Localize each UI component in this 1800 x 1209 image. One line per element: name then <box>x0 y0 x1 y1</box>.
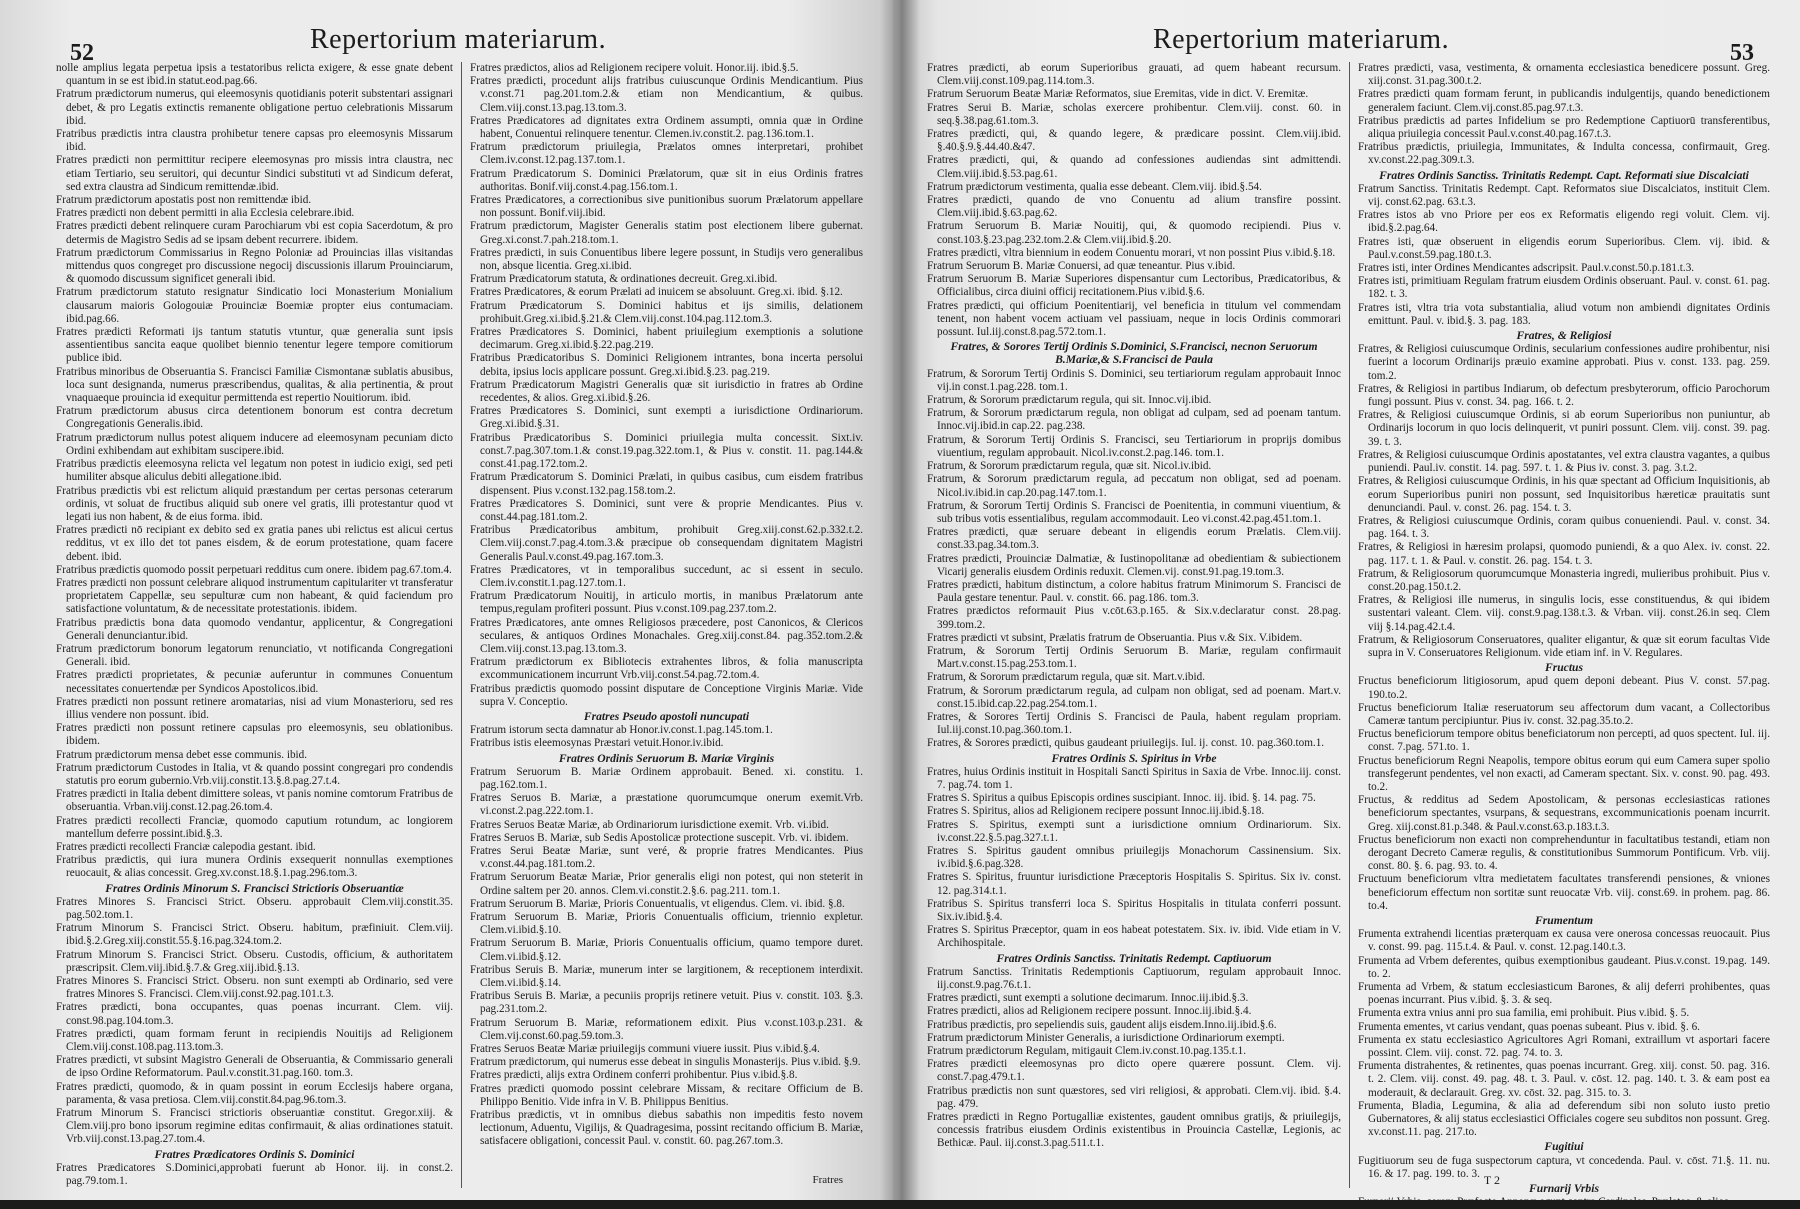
index-entry: Fratres, & Religiosi in partibus Indiarum, ob defectum presbyterorum, officio Parochorum fungi possunt. Pius v. const. 34. pag. 166. t. 2. <box>1358 382 1770 409</box>
index-entry: Fratres isti, primitiuam Regulam fratrum eiusdem Ordinis obseruant. Paul. v. const. 61. pag. 182. t. 3. <box>1358 275 1770 301</box>
index-entry: Fratrum, & Sororum Tertij Ordinis S. Francisci, seu Tertiariorum in proprijs domibus viuentium, regulam approbauit. Nicol.iv.const.2.pag.146. tom.1. <box>927 433 1341 459</box>
index-entry: Fratrum Prædicatorum S. Dominici habitus et ijs similis, delationem prohibuit.Greg.xi.ibid.§.21.& Clem.viij.const.104.pag.112.tom.3. <box>470 299 863 325</box>
index-entry: Fratrum Prædicatorum statuta, & ordinationes decreuit. Greg.xi.ibid. <box>470 273 778 286</box>
index-entry: Fructuum beneficiorum vltra medietatem facultates transferendi pensiones, & vniones beneficiorum effectum non sortitæ sunt reuocatæ Vrb. viij. const.69. in prohem. pag. 86. to.4. <box>1358 873 1770 912</box>
index-entry: Fratrum Minorum S. Francisci strictioris obseruantiæ constitut. Gregor.xiij. & Clem.viij.pro bono ipsorum regimine editas confirmauit, & alias ordinationes statuit. Vrb.viij.const.13.pag.27.tom.4. <box>56 1107 453 1146</box>
index-entry: Fructus beneficiorum litigiosorum, apud quem deponi debeant. Pius V. const. 57.pag. 190.to.2. <box>1358 675 1770 701</box>
index-entry: Fratribus prædictis intra claustra prohibetur tenere capsas pro eleemosynis Missarum ibid. <box>56 128 453 154</box>
index-entry: Fratrum Prædicatorum S. Dominici Prælati, in quibus casibus, cum eisdem fratribus dispensent. Pius v.const.132.pag.158.tom.2. <box>470 471 863 497</box>
index-entry: Fratrum Seruorum B. Mariæ, Prioris Conuentualis officium, quamo tempore duret. Clem.vi.ibid.§.12. <box>470 937 863 963</box>
index-entry: Fratribus prædictis, priuilegia, Immunitates, & Indulta concessa, confirmauit, Greg. xv.const.22.pag.309.t.3. <box>1358 141 1770 167</box>
index-entry: Fratrum Minorum S. Francisci Strict. Obseru. habitum, præfiniuit. Clem.viij. ibid.§.2.Greg.xiij.constit.55.§.16.pag.324.tom.2. <box>56 922 453 948</box>
index-entry: Frumenta, Bladia, Legumina, & alia ad deferendum sibi non soluto iusto pretio Gubernatores, & alij status ecclesiastici Officiales cogere seu subditos non possunt. Greg. xv.const.11. pag. 217.to. <box>1358 1099 1770 1139</box>
left-page <box>0 0 893 1200</box>
index-entry: Fratribus prædictis ad partes Infidelium se pro Redemptione Captiuorū transferentibus, aliqua priuilegia concessit Paul.v.const.40.pag.167.t.3. <box>1358 114 1770 141</box>
index-entry: Fratres prædicti, alios ad Religionem recipere possunt. Innoc.iij.ibid.§.4. <box>927 1005 1252 1018</box>
index-entry: Frumenta ex statu ecclesiastico Agricultores Agri Romani, extraillum vt asportari facere possint. Clem. viij. const. 72. pag. 74. to. 3. <box>1358 1033 1770 1060</box>
index-entry: Fratrum prædictorum Commissarius in Regno Poloniæ ad Prouincias illas visitandas mittendus quos congreget pro discussione negocij discussionis illarum Prouinciarum, & quomodo discussum significet generali ibid. <box>56 246 453 286</box>
index-entry: Fratres Prædicatores S. Dominici, sunt exempti a iurisdictione Ordinariorum. Greg.xi.ibid.§.31. <box>470 405 863 431</box>
index-entry: Fratribus prædictis, qui iura munera Ordinis exsequerit nonnullas exemptiones reuocauit, & alias concessit. Greg.xv.const.18.§.1.pag.296.tom.3. <box>56 854 453 880</box>
index-entry: Fratres Minores S. Francisci Strict. Obseru. non sunt exempti ab Ordinario, sed vere fratres Minores S. Francisci. Clem.viij.const.92.pag.101.t.3. <box>56 975 453 1001</box>
index-entry: Fratrum Prædicatorum Nouitij, in articulo mortis, in manibus Prælatorum ante tempus,regulam profiteri possunt. Pius v.const.109.pag.237.tom.2. <box>470 590 863 616</box>
index-entry: Fratres Seruos Beatæ Mariæ priuilegijs communi viuere iussit. Pius v.ibid.§.4. <box>470 1043 820 1056</box>
section-heading: Frumentum <box>1535 914 1593 927</box>
index-entry: Fratribus prædictis quomodo possit perpetuari redditus cum onere. ibidem pag.67.tom.4. <box>56 563 452 576</box>
section-heading: Fratres Prædicatores Ordinis S. Dominici <box>154 1147 355 1161</box>
index-entry: Fratres, & Sorores prædicti, quibus gaudeant priuilegijs. Iul. ij. const. 10. pag.360.tom.1. <box>927 737 1325 750</box>
index-column-left <box>56 62 461 1188</box>
index-entry: Fratres prædicti, procedunt alijs fratribus cuiuscunque Ordinis Mendicantium. Pius v.const.71 pag.201.tom.2.& etiam non Mendicantium, & quibus. Clem.viij.const.13.pag.13.tom.3. <box>470 75 863 114</box>
index-entry: Fratrum Seruorum Beatæ Mariæ, Prior generalis eligi non potest, qui non steterit in Ordine saltem per 20. annos. Clem.vi.constit.2.§.6. pag.211. tom.1. <box>470 871 863 897</box>
index-entry: Fratres isti, quæ obseruent in eligendis eorum Superioribus. Clem. vij. ibid. & Paul.v.const.59.pag.180.t.3. <box>1358 235 1770 261</box>
index-entry: Fratribus prædictis, pro sepeliendis suis, gaudent alijs eisdem.Inno.iij.ibid.§.6. <box>927 1018 1277 1031</box>
index-entry: Fratres prædicti Reformati ijs tantum statutis vtuntur, quæ generalia sunt ipsis assentientibus sancita eaque quolibet biennio tenentur legere tempore comitiorum publice ibid. <box>56 326 453 365</box>
index-entry: Fratres prædicti, quam formam ferunt in recipiendis Nouitijs ad Religionem Clem.viij.const.108.pag.113.tom.3. <box>56 1027 453 1054</box>
index-entry: Frumenta extrahendi licentias præterquam ex causa vere onerosa concessas reuocauit. Pius v. const. 99. pag. 115.t.4. & Paul. v. const. 12.pag.140.t.3. <box>1358 928 1770 954</box>
index-entry: Fratres Minores S. Francisci Strict. Obseru. approbauit Clem.viij.constit.35. pag.502.tom.1. <box>56 895 453 921</box>
index-entry: Fratres prædicti, vt subsint Magistro Generali de Obseruantia, & Commissario generali de ipso Ordine Reformatorum. Paul.v.constit.31.pag.160. tom.3. <box>56 1054 453 1080</box>
index-entry: Fratribus Seruis B. Mariæ, a pecuniis proprijs retinere vetuit. Pius v. constit. 103. §.3. pag.231.tom.2. <box>470 990 863 1016</box>
index-entry: Fratrum, & Sororum Tertij Ordinis S. Francisci de Poenitentia, in communi viuentium, & sub tribus votis essentialibus, regulam accommodauit. Leo vi.const.42.pag.451.tom.1. <box>927 499 1341 525</box>
index-entry: Fratribus prædictis eleemosyna relicta vel legatum non potest in iudicio exigi, sed peti humiliter absque aliculus debiti allegatione.ibid. <box>56 458 453 484</box>
index-entry: Fratres Prædicatores ad dignitates extra Ordinem assumpti, omnia quæ in Ordine habent, Conuentui relinquere tenentur. Clemen.iv.constit.2. pag.136.tom.1. <box>470 114 863 141</box>
section-heading: Fratres Ordinis S. Spiritus in Vrbe <box>1051 751 1217 765</box>
index-entry: Fructus beneficiorum Italiæ reseruatorum seu affectorum dum vacant, a Collectoribus Cameræ tantum percipiuntur. Pius iv. const. 32.pag.35.to.2. <box>1358 701 1770 727</box>
index-entry: Fratres prædicti non possunt celebrare aliquod instrumentum capitulariter vt transferatur proprietatem Cappellæ, seu sepulturæ cum non habeant, & quid faciendum pro satisfactione voluntatum, & de necessitate protestationis. ibidem. <box>56 576 453 616</box>
index-entry: Fratres prædicti recollecti Franciæ calepodia gestant. ibid. <box>56 840 316 853</box>
index-entry: Fratres prædicti, quando de vno Conuentu ad alium transfire possint. Clem.viij.ibid.§.63.pag.62. <box>927 194 1341 220</box>
index-entry: Fructus beneficiorum Regni Neapolis, tempore obitus eorum qui eum Camera super spolio transfegerunt pendentes, vel non exacti, ad Cameram spectant. Six. v. const. 90. pag. 493. to.2. <box>1358 754 1770 793</box>
index-entry: Fratres S. Spiritus a quibus Episcopis ordines suscipiant. Innoc. iij. ibid. §. 14. pag. 75. <box>927 792 1316 805</box>
index-entry: Fratres prædicti, qui, & quando ad confessiones audiendas sint admittendi. Clem.viij.ibid.§.53.pag.61. <box>927 154 1341 180</box>
index-entry: Fratres S. Spiritus, fruuntur iurisdictione Præceptoris Hospitalis S. Spiritus. Six iv. const. 12. pag.314.t.1. <box>927 871 1341 897</box>
index-entry: Fratrum, & Sororum prædictarum regula, quæ sit. Mart.v.ibid. <box>927 671 1205 684</box>
index-entry: Fratribus Seruis B. Mariæ, munerum inter se largitionem, & receptionem interdixit. Clem.vi.ibid.§.14. <box>470 963 863 990</box>
catchword: Fratres <box>812 1174 843 1186</box>
index-entry: Fratres prædicti, in suis Conuentibus libere legere possunt, in Studijs vero generalibus non, absque licentia. Greg.xi.ibid. <box>470 246 863 273</box>
index-entry: Fratrum, & Religiosorum Conseruatores, qualiter eligantur, & quæ sit eorum facultas Vide supra in V. Conseruatores Religionum. vide etiam inf. in V. Regulares. <box>1358 633 1770 659</box>
index-entry: Frumenta distrahentes, & retinentes, quas poenas incurrant. Greg. xiij. const. 50. pag. 316. t. 2. Clem. viij. const. 49. pag. 48. t. 3. Paul. v. cōst. 12. pag. 140. t. 3. & eam post ea moderauit, & declarauit. Greg. xv. cōst. 32. pag. 315. to. 3. <box>1358 1060 1770 1099</box>
index-entry: Fratrum, & Sororum prædictarum regula, quæ sit. Nicol.iv.ibid. <box>927 460 1212 473</box>
index-entry: Fratres prædictos reformauit Pius v.cōt.63.p.165. & Six.v.declaratur const. 28.pag. 399.tom.2. <box>927 605 1341 631</box>
index-entry: Fratrum Seruorum Beatæ Mariæ Reformatos, siue Eremitas, vide in dict. V. Eremitæ. <box>927 88 1309 101</box>
index-entry: Fratres Seruos B. Mariæ, a præstatione quorumcumque onerum exemit.Vrb. vi.const.2.pag.222.tom.1. <box>470 792 863 818</box>
running-head: Repertorium materiarum. <box>310 24 607 55</box>
index-entry: Fructus beneficiorum non exacti non comprehenduntur in facultatibus testandi, etiam non derogant Decreto Cameræ regulis, & constitutionibus Summorum Pontificum. Vrb. viij. const. 80. §. 6. pag. 93. to. 4. <box>1358 833 1770 873</box>
index-entry: Fratrum Seruorum B. Mariæ Superiores dispensantur cum Lectoribus, Prædicatoribus, & Officialibus, circa diuini officij recitationem.Pius v.ibid.§.6. <box>927 273 1341 299</box>
index-entry: Fratres S. Spiritus Præceptor, quam in eos habeat potestatem. Six. iv. ibid. Vide etiam in V. Archihospitale. <box>927 924 1341 950</box>
section-heading: Fratres, & Sorores Tertij Ordinis S.Dominici, S.Francisci, necnon Seruorum B.Mariæ,& S.Francisci de Paula <box>950 340 1318 367</box>
index-entry: Fratres Serui Beatæ Mariæ, sunt veré, & proprie fratres Mendicantes. Pius v.const.44.pag.181.tom.2. <box>470 844 863 871</box>
section-heading: Furnarij Vrbis <box>1529 1182 1599 1196</box>
index-entry: Fratres, & Religiosi cuiuscumque Ordinis, coram quibus conueniendi. Paul. v. const. 34. pag. 164. t. 3. <box>1358 514 1770 541</box>
index-entry: Fratres prædicti, sunt exempti a solutione decimarum. Innoc.iij.ibid.§.3. <box>927 992 1249 1005</box>
index-entry: Fratrum, & Sororum prædictarum regula, ad peccatum non obligat, sed ad poenam. Nicol.iv.ibid.in cap.20.pag.147.tom.1. <box>927 473 1341 499</box>
index-entry: Frumenta ad Vrbem, & statum ecclesiasticum Barones, & alij deferri prohibentes, quas poenas incurrant. Pius v.ibid. §. 3. & seq. <box>1358 981 1770 1007</box>
index-entry: Fratrum prædictorum Minister Generalis, a iurisdictione Ordinariorum exempti. <box>927 1031 1285 1044</box>
index-entry: Fratribus Prædicatoribus S. Dominici Religionem intrantes, bona incerta persolui debita, ipsius locis applicare possunt. Greg.xi.ibid.§.23. pag.219. <box>470 352 863 378</box>
index-entry: Fratres istos ab vno Priore per eos ex Reformatis eligendo regi voluit. Clem. vij. ibid.§.2.pag.64. <box>1358 209 1770 235</box>
index-entry: Fratres prædicti non permittitur recipere eleemosynas pro missis intra claustra, nec etiam Tertiario, seu seruitori, qui decuntur Sindici substituti vt ad Sindicum deferat, sed extra claustra ad Sindicum remittendæ.ibid. <box>56 154 453 193</box>
index-entry: Fratribus S. Spiritus transferri loca S. Spiritus Hospitalis in titulata conferri possunt. Six.iv.ibid.§.4. <box>927 897 1341 923</box>
index-entry: Fratres, & Religiosi cuiuscumque Ordinis apostatantes, vel extra claustra vagantes, a quibus puniendi. Paul.iv. constit. 14. pag. 597. t. 1. & Pius iv. const. 3. pag. 3.t.2. <box>1358 448 1770 475</box>
index-entry: Fructus, & redditus ad Sedem Apostolicam, & personas ecclesiasticas rationes beneficiorum spectantes, vsurpans, & sequestrans, excommunicationis poenam incurrit. Greg. xiij.const.81.p.348. & Paul.v.const.63.p.183.t.3. <box>1358 794 1770 833</box>
index-entry: Fratribus minoribus de Obseruantia S. Francisci Familiæ Cismontanæ sublatis abusibus, loca sunt designanda, numerus præscribendus, qualitas, & alia pertinentia, & prout vnaquaeque prouincia id exequitur permittenda est repertio Nouitiorum. ibid. <box>56 365 453 405</box>
index-entry: Fratres Prædicatores S. Dominici, habent priuilegium exemptionis a solutione decimarum. Greg.xi.ibid.§.22.pag.219. <box>470 326 863 352</box>
index-entry: Fratrum prædictorum, qui numerus esse debeat in singulis Monasterijs. Pius v.ibid. §.9. <box>470 1056 861 1069</box>
index-entry: Fratrum prædictorum mensa debet esse communis. ibid. <box>56 748 308 761</box>
index-entry: Fratres prædicti, quæ seruare debeant in eligendis eorum Prælatis. Clem.viij. const.33.pag.34.tom.3. <box>927 526 1341 552</box>
index-entry: Frumenta ad Vrbem deferentes, quibus exemptionibus gaudeant. Pius.v.const. 19.pag. 149. to. 2. <box>1358 954 1770 980</box>
index-entry: Fratres prædicti recollecti Franciæ, quomodo caputium rotundum, ac longiorem mantellum deferre possint.ibid.§.3. <box>56 814 453 840</box>
index-entry: Fratrum Seruorum B. Mariæ, reformationem edixit. Pius v.const.103.p.231. & Clem.vij.const.60.pag.59.tom.3. <box>470 1016 863 1042</box>
index-entry: Fratres prædicti in Italia debent dimittere soleas, vt panis nomine comtorum Fratribus de obseruantia. Vrban.viij.const.12.pag.26.tom.4. <box>56 788 453 814</box>
index-entry: Fratres prædicti non debent permitti in alia Ecclesia celebrare.ibid. <box>56 207 355 220</box>
index-entry: Frumenta extra vnius anni pro sua familia, emi prohibuit. Pius v.ibid. §. 5. <box>1358 1007 1690 1020</box>
index-entry: Fratres prædicti vt subsint, Prælatis fratrum de Obseruantia. Pius v.& Six. V.ibidem. <box>927 631 1303 644</box>
section-heading: Fratres Ordinis Sanctiss. Trinitatis Redempt. Captiuorum <box>996 951 1272 965</box>
index-entry: Fratribus Prædicatoribus S. Dominici priuilegia multa concessit. Sixt.iv. const.7.pag.307.tom.1.& const.19.pag.322.tom.1, & Pius v. constit. 11. pag.144.& const.41.pag.172.tom.2. <box>470 431 863 471</box>
index-entry: Fratres, & Religiosi cuiuscumque Ordinis, secularium confessiones audire prohibentur, nisi fuerint a locorum Ordinarijs præuio examine approbati. Pius v. const. 133. pag. 259. tom.2. <box>1358 343 1770 382</box>
index-entry: Fratrum Sanctiss. Trinitatis Redemptionis Captiuorum, regulam approbauit Innoc. iij.const.9.pag.76.t.1. <box>927 965 1341 992</box>
index-entry: Fratrum prædictorum Custodes in Italia, vt & quando possint congregari pro condendis statutis pro eorum gubernio.Vrb.viij.constit.13.§.8.pag.27.t.4. <box>56 761 453 787</box>
index-entry: Furnarij Vrbis, coram Præfecto Annonæ agunt contra Cardinales, Prælatos, & alios <box>1358 1196 1729 1209</box>
index-entry: Fratres, & Sorores Tertij Ordinis S. Francisci de Paula, habent regulam propriam. Iul.iij.const.10.pag.360.tom.1. <box>927 710 1341 737</box>
index-entry: Fratribus istis eleemosynas Præstari vetuit.Honor.iv.ibid. <box>470 737 724 750</box>
index-entry: Fratres Prædicatores, a correctionibus sive punitionibus suorum Prælatorum appellare non possunt. Bonif.viij.ibid. <box>470 194 863 220</box>
index-column-left <box>927 62 1349 1188</box>
index-entry: Fratribus Prædicatoribus ambitum, prohibuit Greg.xiij.const.62.p.332.t.2. Clem.viij.const.7.pag.4.tom.3.& præcipue ob consequendam dignitatem Magistri Generalis Paul.v.const.49.pag.167.tom.3. <box>470 524 863 563</box>
index-entry: Fratres Prædicatores S. Dominici, sunt vere & proprie Mendicantes. Pius v. const.44.pag.181.tom.2. <box>470 497 863 523</box>
index-entry: Fratres prædicti, qui, & quando legere, & prædicare possint. Clem.viij.ibid. §.40.§.9.§.44.40.&47. <box>927 128 1341 154</box>
index-entry: Fratres Prædicatores, & eorum Prælati ad inuicem se absoluunt. Greg.xi. ibid. §.12. <box>470 286 843 299</box>
index-entry: Fratres prædicti quomodo possint celebrare Missam, & recitare Officium de B. Philippo Benitio. Vide infra in V. B. Philippus Benitius. <box>470 1082 863 1108</box>
index-entry: Fratrum, & Sororum Tertij Ordinis S. Dominici, seu tertiariorum regulam approbauit Innoc vij.in const.1.pag.228. tom.1. <box>927 367 1341 393</box>
index-entry: Fratres prædicti proprietates, & pecuniæ auferuntur in communes Conuentum necessitates conuertendæ per Syndicos Apostolicos.ibid. <box>56 669 453 695</box>
index-entry: Fratrum prædictorum abusus circa detentionem bonorum est contra decretum Congregationis Generalis.ibid. <box>56 405 453 431</box>
index-entry: Fratres Seruos Beatæ Mariæ, ab Ordinariorum iurisdictione exemit. Vrb. vi.ibid. <box>470 818 829 831</box>
index-entry: Fructus beneficiorum tempore obitus beneficiatorum non percepti, ad quos spectent. Iul. iij. const. 7.pag. 571.to. 1. <box>1358 728 1770 754</box>
page-number: 52 <box>70 40 94 66</box>
index-entry: Fratres, & Religiosi cuiuscumque Ordinis, si ab eorum Superioribus non puniuntur, ab Ordinarijs locorum in quo locis delinquerit, vt puniri possunt. Clem. viij. const. 39. pag. 39. t. 3. <box>1358 409 1770 448</box>
right-page <box>893 0 1800 1209</box>
index-entry: Fratres Seruos B. Mariæ, sub Sedis Apostolicæ protectione suscepit. Vrb. vi. ibidem. <box>470 831 849 844</box>
section-heading: Fructus <box>1544 661 1584 675</box>
index-entry: Fratrum, & Sororum prædictarum regula, non obligat ad culpam, sed ad poenam tantum. Innoc.vij.ibid.in cap.22. pag.238. <box>927 407 1341 433</box>
index-entry: Fratribus prædictis non sunt quæstores, sed viri religiosi, & approbati. Clem.vij. ibid. §.4. pag. 479. <box>927 1084 1341 1110</box>
index-entry: Fratrum Seruorum B. Mariæ, Prioris Conuentualis, vt eligendus. Clem. vi. ibid. §.8. <box>470 897 845 910</box>
section-heading: Fratres Pseudo apostoli nuncupati <box>583 709 750 723</box>
index-entry: Fratres prædicti non possunt retinere aromatarias, nisi ad vium Monasterioru, sed res illius vendere non possunt. ibid. <box>56 695 453 721</box>
index-entry: Fratrum Prædicatorum Magistri Generalis quæ sit iurisdictio in fratres ab Ordine recedentes, & alios. Greg.xi.ibid.§.26. <box>470 378 863 405</box>
index-entry: Fratres S. Spiritus, exempti sunt a iurisdictione omnium Ordinariorum. Six. iv.const.22.§.5.pag.327.t.1. <box>927 818 1341 844</box>
index-column-right <box>1349 62 1770 1209</box>
index-entry: Fratres Prædicatores, ante omnes Religiosos præcedere, post Canonicos, & Clericos seculares, & antiquos Ordines Monachales. Greg.xiij.const.84. pag.352.tom.2.& Clem.viij.const.13.pag.13.tom.3. <box>470 616 863 655</box>
index-entry: Fratrum prædictorum ex Bibliotecis extrahentes libros, & folia manuscripta excommunicationem incurrunt Vrb.viij.const.54.pag.72.tom.4. <box>470 656 863 682</box>
signature-mark: T 2 <box>1483 1173 1500 1187</box>
index-entry: Fratres, & Religiosi ille numerus, in singulis locis, esse constituendus, & qui ibidem sustentari valeant. Clem. viij. const.9.pag.138.t.3. & Vrban. viij. const.26.in seq. Clem viij §.14.pag.42.t.4. <box>1358 594 1770 633</box>
index-entry: Fratres prædicti non possunt retinere capsulas pro eleemosynis, seu oblationibus. ibidem. <box>56 722 453 748</box>
index-entry: Fratrum Prædicatorum S. Dominici Prælatorum, quæ sit in eius Ordinis fratres authoritas. Bonif.viij.const.4.pag.156.tom.1. <box>470 167 863 193</box>
section-heading: Fratres Ordinis Seruorum B. Mariæ Virginis <box>558 751 775 765</box>
index-entry: Fratres prædictos, alios ad Religionem recipere voluit. Honor.iij. ibid.§.5. <box>470 62 799 74</box>
index-entry: Fratres S. Spiritus, alios ad Religionem recipere possunt Innoc.iij.ibid.§.18. <box>927 805 1265 818</box>
index-column-right <box>461 62 863 1188</box>
index-entry: Fratres prædicti, ab eorum Superioribus grauati, ad quem habeant recursum. Clem.viij.const.109.pag.114.tom.3. <box>927 62 1341 88</box>
index-entry: Fratres prædicti, vltra biennium in eodem Conuentu morari, vt non possint Pius v.ibid.§.18. <box>927 246 1336 259</box>
index-entry: Fratrum prædictorum numerus, qui eleemosynis quotidianis poterit substentari assignari debet, & pro Legatis extinctis remanente obligatione pertuo celebrationis Missarum ibid. <box>56 88 453 127</box>
index-entry: Fratrum prædictorum bonorum legatorum renunciatio, vt notificanda Congregationi Generali. ibid. <box>56 642 453 669</box>
index-entry: Fratrum, & Sororum Tertij Ordinis Seruorum B. Mariæ, regulam confirmauit Mart.v.const.15.pag.253.tom.1. <box>927 644 1341 671</box>
text-columns <box>927 62 1770 1209</box>
index-entry: Fratres, & Religiosi in hæresim prolapsi, quomodo puniendi, & a quo Alex. iv. const. 22. pag. 117. t. 1. & Paul. v. constit. 26. pag. 154. t. 3. <box>1358 541 1770 567</box>
index-entry: Fratrum prædictorum statuto resignatur Sindicatio loci Monasterium Monialium clausarum maioris Gologouiæ Prouinciæ Boemiæ propter eius contumaciam. ibid.pag.66. <box>56 286 453 325</box>
index-entry: Fratrum prædictorum nullus potest aliquem inducere ad eleemosynam pecuniam dicto Ordini exhibendam aut exhibitam suscipere.ibid. <box>56 431 453 457</box>
index-entry: Fratres S. Spiritus gaudent omnibus priuilegijs Monachorum Cassinensium. Six. iv.ibid.§.6.pag.328. <box>927 844 1341 871</box>
section-heading: Fugitiui <box>1544 1140 1584 1154</box>
index-entry: Fratres Serui B. Mariæ, scholas exercere prohibentur. Clem.viij. const. 60. in seq.§.38.pag.61.tom.3. <box>927 101 1341 127</box>
section-heading: Fratres, & Religiosi <box>1516 329 1612 343</box>
index-entry: Fratrum istorum secta damnatur ab Honor.iv.const.1.pag.145.tom.1. <box>470 724 773 737</box>
index-entry: Fratrum, & Religiosorum quorumcumque Monasteria ingredi, mulieribus prohibuit. Pius v. const.20.pag.150.t.2. <box>1358 567 1770 593</box>
index-entry: Fratres prædicti, qui officium Poenitentiarij, vel beneficia in titulum vel commendam tenent, non habent vocem actiuam vel passiuam, neque in locis Ordinis commorari possunt. Iul.iij.const.8.pag.572.tom.1. <box>927 299 1341 339</box>
index-entry: Fratres isti, vltra tria vota substantialia, aliud votum non ambiendi dignitates Ordinis emittunt. Paul. v. ibid.§. 3. pag. 183. <box>1358 301 1770 327</box>
text-columns <box>56 62 863 1188</box>
index-entry: Fratrum Seruorum B. Mariæ Nouitij, qui, & quomodo recipiendi. Pius v. const.103.§.23.pag.232.tom.2.& Clem.viij.ibid.§.20. <box>927 220 1341 246</box>
index-entry: Fratres prædicti, vasa, vestimenta, & ornamenta ecclesiastica benedicere possunt. Greg. xiij.const. 31.pag.300.t.2. <box>1358 62 1770 88</box>
index-entry: Fratribus prædictis bona data quomodo vendantur, applicentur, & Congregationi Generali denunciantur.ibid. <box>56 616 453 642</box>
index-entry: Fratres prædicti, Prouinciæ Dalmatiæ, & Iustinopolitanæ ad obedientiam & subiectionem Vicarij generalis eiusdem Ordinis reduxit. Clemen.vij. const.91.pag.19.tom.3. <box>927 552 1341 578</box>
index-entry: Frumenta ementes, vt carius vendant, quas poenas subeant. Pius v. ibid. §. 6. <box>1358 1020 1700 1033</box>
index-entry: Fratres prædicti quam formam ferunt, in publicandis indulgentijs, quando benedictionem generalem faciunt. Clem.vij.const.85.pag.97.t.3. <box>1358 88 1770 114</box>
index-entry: Fratres prædicti, bona occupantes, quas poenas incurrant. Clem. viij. const.98.pag.104.tom.3. <box>56 1001 453 1027</box>
index-entry: Fratribus prædictis, vt in omnibus diebus sabathis non impeditis festo novem lectionum, Aduentu, Vigilijs, & Quadragesima, possint recitando officium B. Mariæ, satisfacere obligationi, concessit Paul. v. constit. 60. pag.267.tom.3. <box>470 1109 863 1148</box>
index-entry: Fratrum Minorum S. Francisci Strict. Obseru. Custodis, officium, & authoritatem præscripsit. Clem.viij.ibid.§.7.& Greg.xiij.ibid.§.13. <box>56 948 453 974</box>
index-entry: Fratrum prædictorum, Magister Generalis statim post electionem libere gubernat. Greg.xi.const.7.pah.218.tom.1. <box>470 220 863 246</box>
index-entry: Fratrum Sanctiss. Trinitatis Redempt. Capt. Reformatos siue Discalciatos, instituit Clem. vij. const.62.pag. 63.t.3. <box>1358 182 1770 209</box>
index-entry: Fratres Prædicatores S.Dominici,approbati fuerunt ab Honor. iij. in const.2. pag.79.tom.1. <box>56 1161 453 1188</box>
index-entry: Fratres Prædicatores, vt in temporalibus succedunt, ac si essent in seculo. Clem.iv.constit.1.pag.127.tom.1. <box>470 563 863 589</box>
index-entry: Fratrum Seruorum B. Mariæ, Prioris Conuentualis officium, triennio expletur. Clem.vi.ibid.§.10. <box>470 911 863 937</box>
index-entry: Fratres isti, inter Ordines Mendicantes adscripsit. Paul.v.const.50.p.181.t.3. <box>1358 262 1695 275</box>
index-entry: Fratres prædicti, alijs extra Ordinem conferri prohibentur. Pius v.ibid.§.8. <box>470 1069 798 1082</box>
index-entry: Fratribus prædictis vbi est relictum aliquid præstandum per certas personas ceterarum ordinis, vt soluat de fructibus aliquid sub onere vel gratis, illi protestantur quod vt legati ius non habent, & de eius forma. ibid. <box>56 484 453 523</box>
index-entry: Fratres prædicti, habitum distinctum, a colore habitus fratrum Minimorum S. Francisci de Paula gestare tenentur. Paul. v. constit. 66. pag.186. tom.3. <box>927 578 1341 605</box>
index-entry: Fratres, huius Ordinis instituit in Hospitali Sancti Spiritus in Saxia de Vrbe. Innoc.iij. const. 7. pag.74. tom 1. <box>927 765 1341 791</box>
index-entry: Fratres prædicti debent relinquere curam Parochiarum vbi est copia Sacerdotum, & pro determis de Magistro Sedis ad se ipsam debent recurrere. ibidem. <box>56 220 453 246</box>
index-entry: Fratres prædicti nō recipiant ex debito sed ex gratia panes ubi relictus est alicui certus redditus, vt ex illo det tot panes eisdem, & de eorum protestatione, quam facere debent. ibid. <box>56 524 453 563</box>
index-entry: Fratres prædicti eleemosynas pro dicto opere quærere possunt. Clem. vij. const.7.pag.479.t.1. <box>927 1058 1341 1084</box>
index-entry: Fratrum prædictorum vestimenta, qualia esse debeant. Clem.viij. ibid.§.54. <box>927 180 1262 193</box>
index-entry: Fratrum, & Sororum prædictarum regula, qui sit. Innoc.vij.ibid. <box>927 394 1212 407</box>
index-entry: Fratrum, & Sororum prædictarum regula, ad culpam non obligat, sed ad poenam. Mart.v. const.15.ibid.cap.22.pag.254.tom.1. <box>927 684 1341 710</box>
page-number: 53 <box>1730 40 1754 66</box>
index-entry: Fratribus prædictis quomodo possint disputare de Conceptione Virginis Mariæ. Vide supra V. Conceptio. <box>470 682 863 708</box>
index-entry: Fratrum Seruorum B. Mariæ Conuersi, ad quæ teneantur. Pius v.ibid. <box>927 260 1236 273</box>
index-entry: nolle amplius legata perpetua ipsis a testatoribus relicta exigere, & esse gnate debent quantum in se est ibid.in statut.eod.pag.66. <box>56 62 453 88</box>
section-heading: Fratres Ordinis Sanctiss. Trinitatis Redempt. Capt. Reformati siue Discalciati <box>1379 168 1749 182</box>
index-entry: Fratrum prædictorum apostatis post non remittendæ ibid. <box>56 194 312 207</box>
index-entry: Fratres prædicti in Regno Portugalliæ existentes, gaudent omnibus gratijs, & priuilegijs, concessis fratribus eiusdem Ordinis existentibus in Prouincia Castellæ, Legionis, ac Bethicæ. Paul. iij.const.3.pag.511.t.1. <box>927 1111 1341 1150</box>
index-entry: Fratres, & Religiosi cuiuscumque Ordinis, in his quæ spectant ad Officium Inquisitionis, ab eorum Superioribus puniri non possunt, sed Inquisitoribus hæreticæ prauitatis sunt denunciandi. Paul. v. const. 26. pag. 154. t. 3. <box>1358 475 1770 514</box>
index-entry: Fratrum prædictorum Regulam, mitigauit Clem.iv.const.10.pag.135.t.1. <box>927 1045 1247 1058</box>
index-entry: Fratrum Seruorum B. Mariæ Ordinem approbauit. Bened. xi. constitu. 1. pag.162.tom.1. <box>470 765 863 791</box>
index-entry: Fratres prædicti, quomodo, & in quam possint in eorum Ecclesijs habere organa, paramenta, & vasa pretiosa. Clem.viij.constit.84.pag.96.tom.3. <box>56 1080 453 1106</box>
section-heading: Fratres Ordinis Minorum S. Francisci Strictioris Obseruantiæ <box>105 881 404 895</box>
index-entry: Fugitiuorum seu de fuga suspectorum captura, vt concedenda. Paul. v. cōst. 71.§. 11. nu. 16. & 17. pag. 199. to. 3. <box>1358 1154 1770 1180</box>
running-head: Repertorium materiarum. <box>1153 24 1450 55</box>
index-entry: Fratrum prædictorum priuilegia, Prælatos omnes interpretari, prohibet Clem.iv.const.12.pag.137.tom.1. <box>470 141 863 167</box>
